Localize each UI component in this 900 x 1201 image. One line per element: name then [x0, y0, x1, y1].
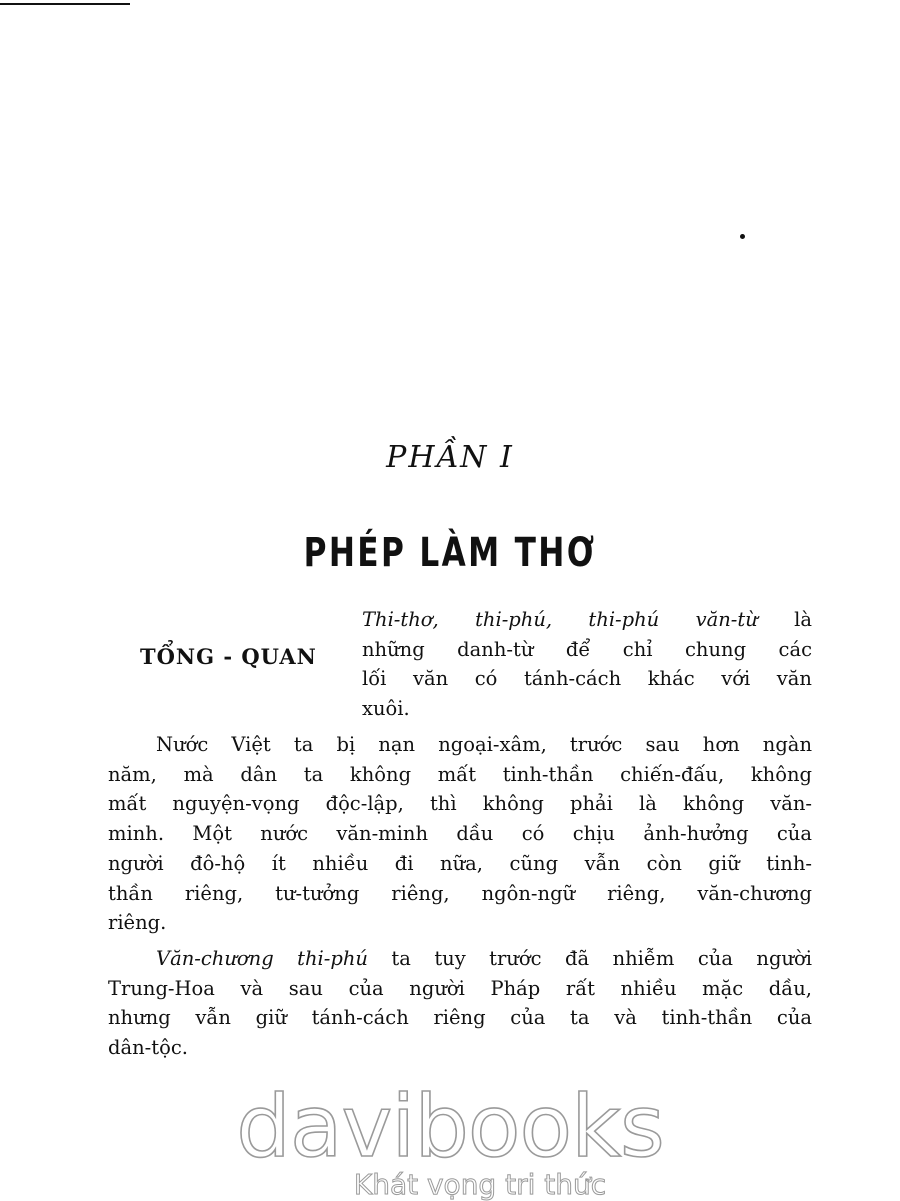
intro-line: những danh-từ để chỉ chung các: [362, 637, 812, 661]
watermark-tagline: Khát vọng tri thức: [353, 1168, 607, 1201]
watermark: [0, 1077, 900, 1201]
text-line: Trung-Hoa và sau của người Pháp rất nhiều mặc dầu,: [108, 976, 812, 1000]
text-line: năm, mà dân ta không mất tinh-thần chiến-đấu, không: [108, 762, 812, 786]
text-line: nhưng vẫn giữ tánh-cách riêng của ta và tinh-thần của: [108, 1006, 812, 1030]
body-text: [108, 730, 812, 1063]
part-heading: PHẦN I: [386, 440, 514, 475]
intro-line: [362, 605, 812, 635]
paragraph-1: [108, 730, 812, 938]
text-line: thần riêng, tư-tưởng riêng, ngôn-ngữ riêng, văn-chương: [108, 881, 812, 905]
paragraph-2: [108, 944, 812, 1063]
paragraph-lead-rest: ta tuy trước đã nhiễm của người: [367, 946, 812, 970]
text-line: minh. Một nước văn-minh dầu có chịu ảnh-hưởng của: [108, 822, 812, 846]
text-line: mất nguyện-vọng độc-lập, thì không phải là không văn-: [108, 792, 812, 816]
text-line: riêng.: [108, 911, 167, 935]
intro-italic-terms: Thi-thơ, thi-phú, thi-phú văn-từ: [362, 608, 758, 631]
section-label: TỔNG - QUAN: [140, 644, 317, 669]
chapter-title: PHÉP LÀM THƠ: [303, 530, 597, 576]
text-line: [108, 944, 812, 974]
top-rule: [0, 3, 130, 5]
text-line: Nước Việt ta bị nạn ngoại-xâm, trước sau hơn ngàn: [156, 733, 812, 756]
watermark-logo: davibooks: [236, 1077, 664, 1177]
text-line: người đô-hộ ít nhiều đi nữa, cũng vẫn còn giữ tinh-: [108, 851, 812, 875]
intro-line: xuôi.: [362, 696, 410, 720]
text-line: dân-tộc.: [108, 1036, 188, 1060]
ink-speck: [740, 234, 745, 239]
intro-line: lối văn có tánh-cách khác với văn: [362, 667, 812, 690]
intro-after-italic: là: [794, 608, 812, 631]
paragraph-italic-lead: Văn-chương thi-phú: [156, 946, 368, 970]
intro-paragraph: [362, 605, 812, 723]
